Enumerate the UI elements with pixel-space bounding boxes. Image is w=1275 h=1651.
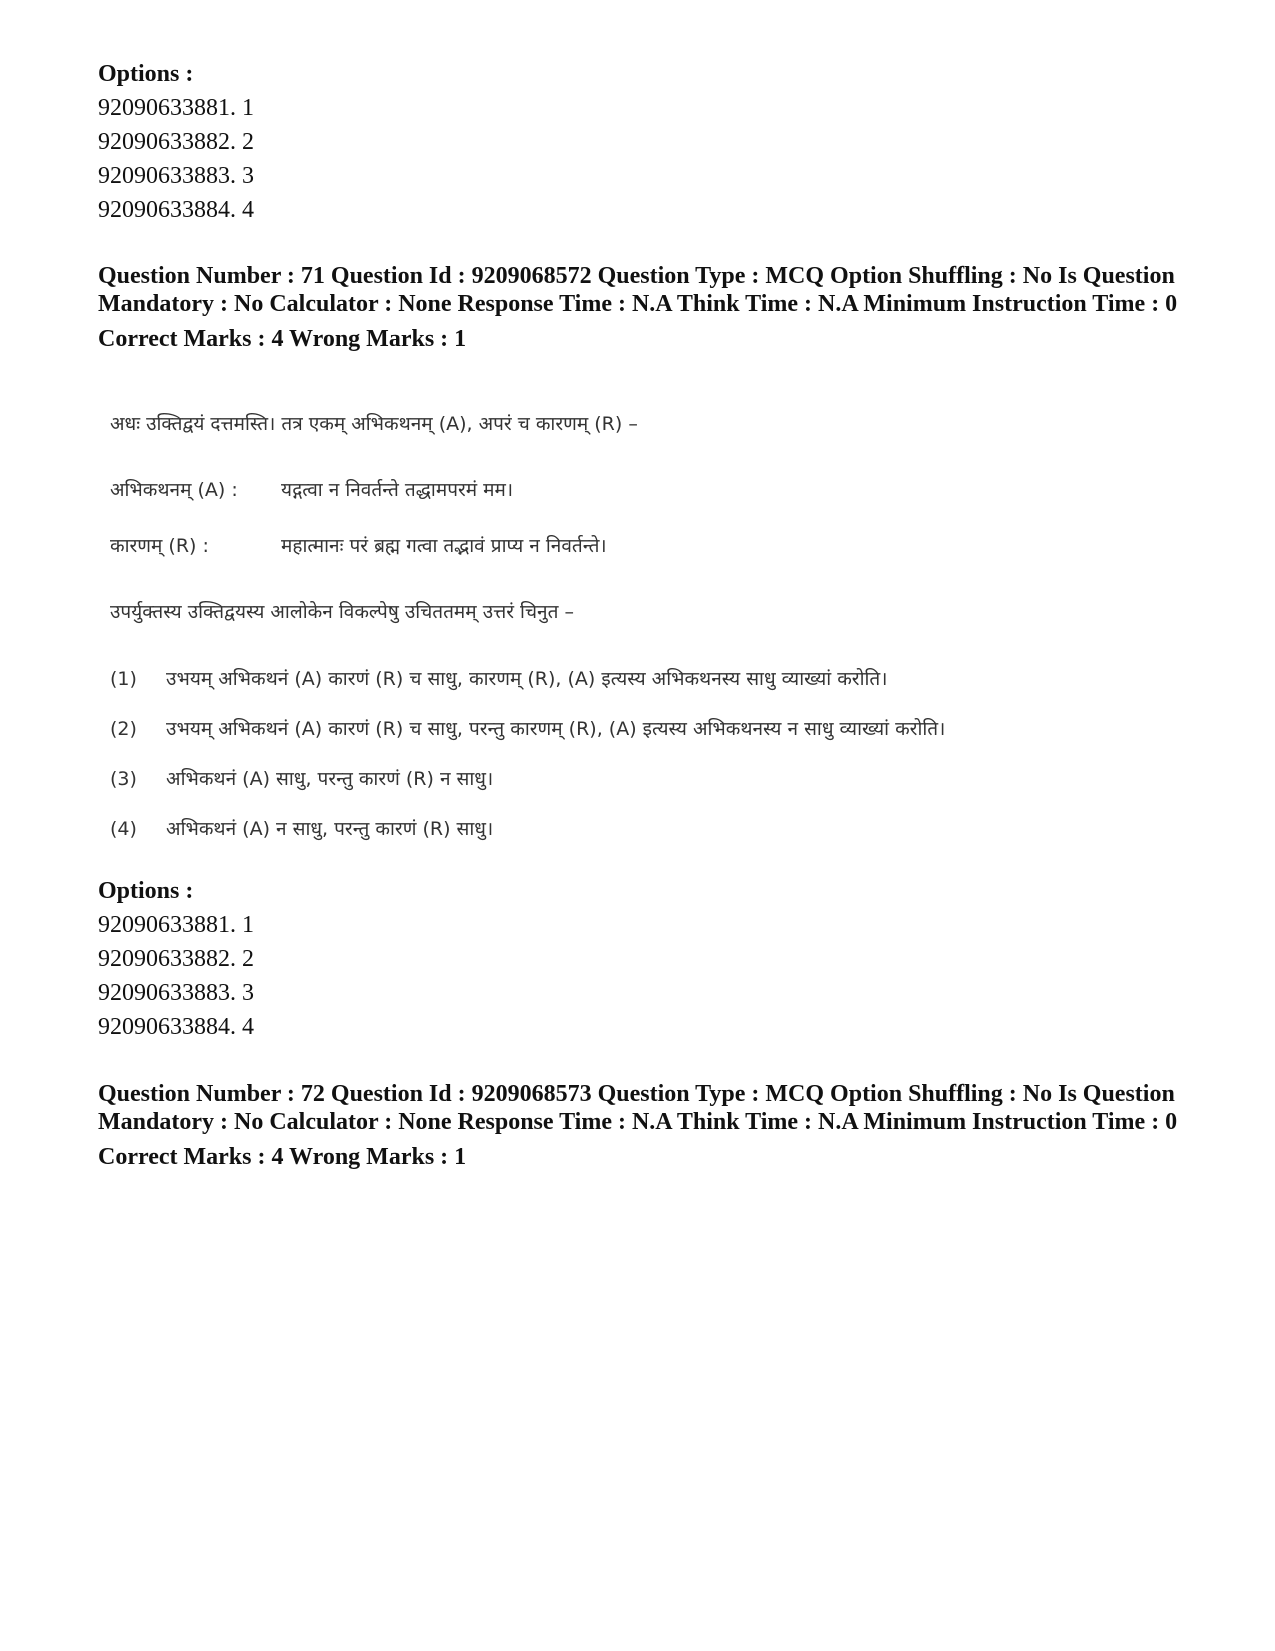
option-line: 92090633884. 4 (98, 197, 254, 223)
top-options-block (98, 57, 254, 227)
question-72-header-block (98, 1080, 1178, 1172)
option-line: 92090633883. 3 (98, 163, 254, 189)
question-71-marks: Correct Marks : 4 Wrong Marks : 1 (98, 326, 467, 352)
option-line: 92090633881. 1 (98, 912, 254, 938)
option-line: 92090633882. 2 (98, 129, 254, 155)
option-line: 92090633882. 2 (98, 946, 254, 972)
reason-text: महात्मानः परं ब्रह्म गत्वा तद्भावं प्राप्य न निवर्तन्ते। (281, 535, 607, 557)
choice-text: उभयम् अभिकथनं (A) कारणं (R) च साधु, कारणम् (R), (A) इत्यस्य अभिकथनस्य साधु व्याख्यां करोति। (166, 668, 888, 690)
choice-number: (2) (110, 718, 137, 740)
question-71-options-block (98, 874, 254, 1044)
choice-row (110, 665, 887, 691)
options-title: Options : (98, 878, 194, 904)
choice-number: (1) (110, 668, 137, 690)
instruction-text: उपर्युक्तस्य उक्तिद्वयस्य आलोकेन विकल्पेषु उचिततमम् उत्तरं चिनुत – (110, 601, 574, 623)
choice-row (110, 765, 493, 791)
question-71-header: Question Number : 71 Question Id : 9209068572 Question Type : MCQ Option Shuffling : No Is Question Mandatory : No Calculator : None Response Time : N.A Think Time : N.A Minimum Instruction Time : 0 (98, 263, 1178, 317)
choice-text: उभयम् अभिकथनं (A) कारणं (R) च साधु, परन्तु कारणम् (R), (A) इत्यस्य अभिकथनस्य न साधु व्याख्यां करोति। (166, 718, 946, 740)
choice-number: (4) (110, 818, 137, 840)
choice-text: अभिकथनं (A) न साधु, परन्तु कारणं (R) साधु। (166, 818, 494, 840)
question-72-header: Question Number : 72 Question Id : 9209068573 Question Type : MCQ Option Shuffling : No Is Question Mandatory : No Calculator : None Response Time : N.A Think Time : N.A Minimum Instruction Time : 0 (98, 1081, 1178, 1135)
assertion-row (110, 476, 513, 502)
options-title: Options : (98, 61, 194, 87)
choice-row (110, 715, 945, 741)
option-line: 92090633884. 4 (98, 1014, 254, 1040)
assertion-text: यद्गत्वा न निवर्तन्ते तद्धामपरमं मम। (281, 479, 514, 501)
option-line: 92090633881. 1 (98, 95, 254, 121)
assertion-label: अभिकथनम् (A) : (110, 479, 238, 501)
reason-label: कारणम् (R) : (110, 535, 209, 557)
reason-row (110, 532, 607, 558)
option-line: 92090633883. 3 (98, 980, 254, 1006)
choice-row (110, 815, 493, 841)
choice-number: (3) (110, 768, 137, 790)
choice-text: अभिकथनं (A) साधु, परन्तु कारणं (R) न साधु। (166, 768, 494, 790)
question-72-marks: Correct Marks : 4 Wrong Marks : 1 (98, 1144, 467, 1170)
question-71-header-block (98, 262, 1178, 354)
question-intro: अधः उक्तिद्वयं दत्तमस्ति। तत्र एकम् अभिकथनम् (A), अपरं च कारणम् (R) – (110, 413, 638, 435)
